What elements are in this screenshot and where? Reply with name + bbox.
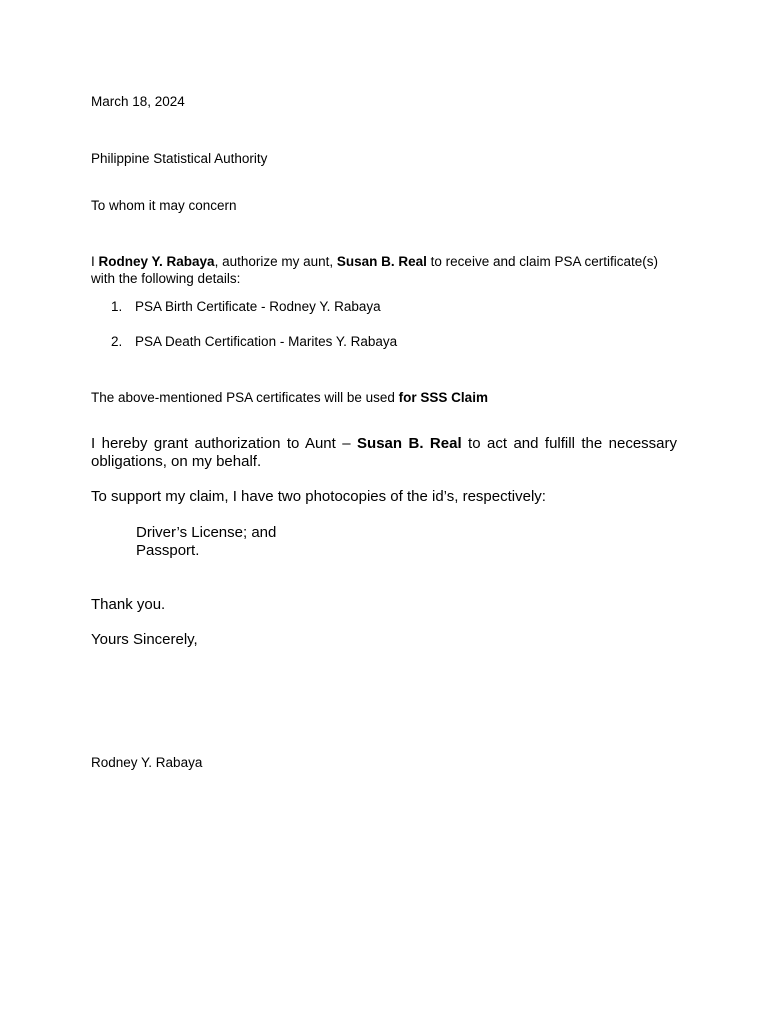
aunt-name: Susan B. Real <box>336 254 427 269</box>
usage-statement <box>91 389 488 406</box>
grant-line1 <box>91 435 677 453</box>
id-item-1: Driver’s License; and <box>136 524 277 541</box>
salutation: To whom it may concern <box>91 198 237 213</box>
principal-name: Rodney Y. Rabaya <box>98 254 215 269</box>
id-item-2: Passport. <box>136 542 200 559</box>
grant-paragraph <box>91 435 677 471</box>
authorization-paragraph-line2: with the following details: <box>91 271 241 286</box>
support-statement: To support my claim, I have two photocopies of the id’s, respectively: <box>91 488 546 505</box>
para1-prefix: I <box>91 254 99 269</box>
grant-suffix: to act and fulfill the necessary <box>461 435 677 452</box>
usage-purpose: for SSS Claim <box>398 390 488 405</box>
para1-suffix: to receive and claim PSA certificate(s) <box>426 254 659 269</box>
detail-number: 1. <box>111 299 123 314</box>
authorization-paragraph-line1 <box>91 253 658 270</box>
usage-text: The above-mentioned PSA certificates will be used <box>91 390 399 405</box>
detail-text: PSA Death Certification - Marites Y. Rabaya <box>135 334 398 349</box>
closing: Yours Sincerely, <box>91 631 198 648</box>
thanks: Thank you. <box>91 596 166 613</box>
detail-item-2 <box>111 333 397 350</box>
grant-aunt-name: Susan B. Real <box>357 435 462 452</box>
detail-text: PSA Birth Certificate - Rodney Y. Rabaya <box>135 299 381 314</box>
signature-name: Rodney Y. Rabaya <box>91 755 203 770</box>
detail-item-1 <box>111 298 381 315</box>
grant-prefix: I hereby grant authorization to Aunt – <box>91 435 358 452</box>
para1-mid: , authorize my aunt, <box>214 254 337 269</box>
recipient: Philippine Statistical Authority <box>91 151 268 166</box>
detail-number: 2. <box>111 334 123 349</box>
grant-line2: obligations, on my behalf. <box>91 453 262 470</box>
letter-date: March 18, 2024 <box>91 94 185 109</box>
